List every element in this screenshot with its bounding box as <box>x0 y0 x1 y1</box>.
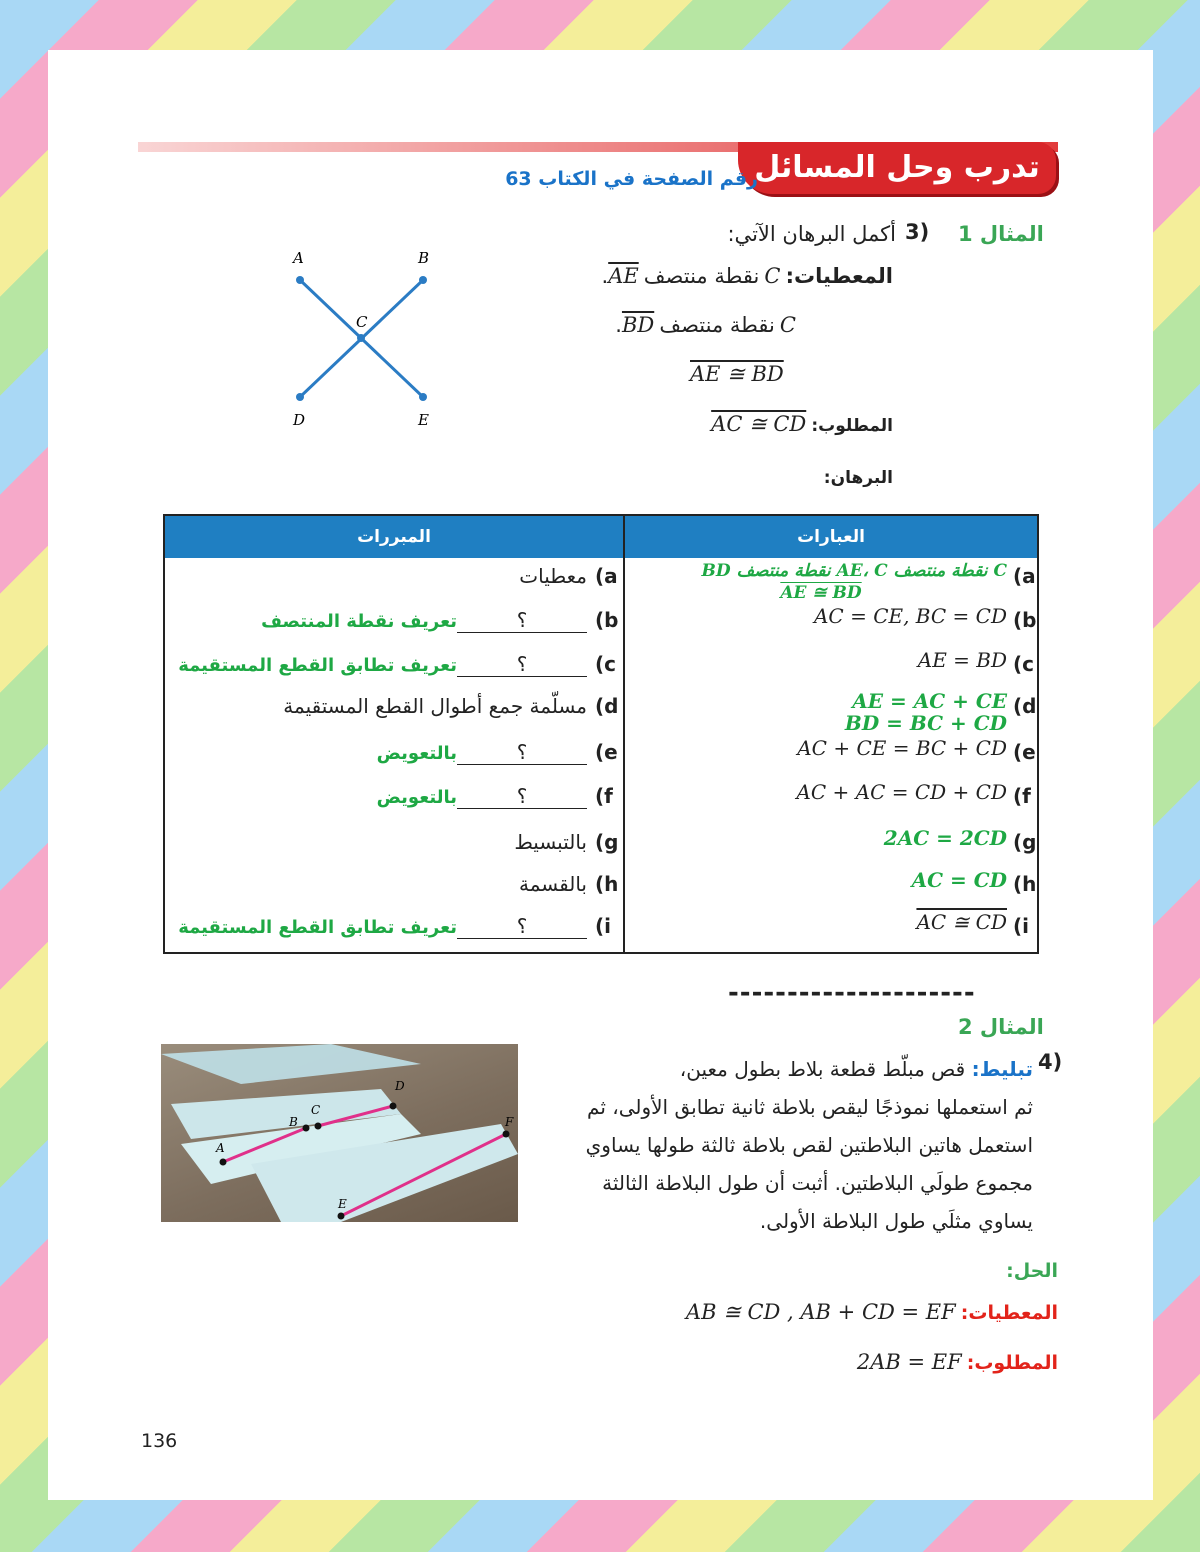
reason-row-label: (a <box>595 564 618 588</box>
given-line-3: AE ≅ BD <box>690 362 784 386</box>
reason-blank: ؟ <box>457 652 587 677</box>
example2-problem <box>538 1050 1033 1240</box>
reason-cell <box>175 740 587 765</box>
label-d: D <box>293 411 306 429</box>
given-line-2-text: نقطة منتصف <box>659 313 775 337</box>
solution-given <box>608 1300 1058 1324</box>
point-a <box>296 276 304 284</box>
statement-extra-text: AE ≅ BD <box>780 583 862 603</box>
section-banner <box>738 142 1056 194</box>
photo-label-c: C <box>311 1103 321 1117</box>
statement-text: AC = CE, BC = CD <box>813 604 1007 628</box>
point-e <box>419 393 427 401</box>
photo-label-d: D <box>395 1079 405 1093</box>
statement-row-label: (f <box>1013 784 1031 808</box>
photo-label-a: A <box>216 1141 225 1155</box>
photo-point-f <box>503 1131 510 1138</box>
solution-label: الحل: <box>1006 1260 1058 1282</box>
tile-back <box>161 1044 421 1084</box>
reason-row-label: (g <box>595 830 619 854</box>
statement-text: C نقطة منتصف AE، C نقطة منتصف BD <box>701 561 1007 581</box>
tiles-illustration <box>161 1044 518 1222</box>
photo-point-c <box>315 1123 322 1130</box>
statement-extra-text: BD = BC + CD <box>844 711 1007 735</box>
reason-cell <box>175 914 587 939</box>
statement-text: AC + CE = BC + CD <box>797 736 1007 760</box>
statement-text: AC + AC = CD + CD <box>796 780 1007 804</box>
given-line-1: المعطيات: C نقطة منتصف AE. <box>601 264 893 288</box>
reason-cell <box>175 694 587 718</box>
photo-point-e <box>338 1213 345 1220</box>
solution-given-statement: AB ≅ CD , AB + CD = EF <box>685 1300 956 1324</box>
label-b: B <box>418 249 430 267</box>
segment-bd: BD <box>621 313 655 337</box>
reason-row-label: (i <box>595 914 611 938</box>
problem-line-5: يساوي مثلَي طول البلاطة الأولى. <box>759 1209 1033 1233</box>
section-title: تدرب وحل المسائل <box>754 150 1040 185</box>
reasons-header: المبررات <box>357 527 431 547</box>
problem-text-1: قص مبلّط قطعة بلاط بطول معين، <box>679 1057 966 1081</box>
problem-line-3: استعمل هاتين البلاطتين لقص بلاطة ثالثة طولها يساوي <box>585 1133 1033 1157</box>
book-page-reference: رقم الصفحة في الكتاب 63 <box>505 168 758 190</box>
segment-ae: AE <box>608 264 639 288</box>
reason-row-label: (c <box>595 652 616 676</box>
example2-label: المثال 2 <box>958 1015 1044 1039</box>
problem-line-1 <box>538 1050 1033 1088</box>
point-b <box>419 276 427 284</box>
reason-blank: ؟ <box>457 914 587 939</box>
photo-label-f: F <box>505 1115 514 1129</box>
statement-cell <box>635 826 1007 850</box>
solution-required-label: المطلوب: <box>966 1352 1058 1374</box>
statement-row-label: (a <box>1013 564 1036 588</box>
statement-cell <box>635 648 1007 672</box>
solution-required <box>748 1350 1058 1374</box>
label-e: E <box>418 411 429 429</box>
statement-row-label: (g <box>1013 830 1037 854</box>
reason-answer: تعريف نقطة المنتصف <box>261 611 457 632</box>
statement-text: 2AC = 2CD <box>883 826 1007 850</box>
required-statement: AC ≅ CD <box>711 412 807 436</box>
statement-row-label: (e <box>1013 740 1036 764</box>
given-line-2: C نقطة منتصف BD. <box>615 313 796 337</box>
worksheet-page <box>48 50 1153 1500</box>
given-label: المعطيات: <box>785 264 893 288</box>
problem-line-4: مجموع طولَي البلاطتين. أثبت أن طول البلاطة الثالثة <box>602 1171 1033 1195</box>
reason-row-label: (b <box>595 608 619 632</box>
intersecting-segments-figure <box>273 245 453 430</box>
statement-row-label: (b <box>1013 608 1037 632</box>
statement-row-label: (i <box>1013 914 1029 938</box>
reason-answer: بالتعويض <box>376 787 457 808</box>
reason-blank: ؟ <box>457 740 587 765</box>
statements-header: العبارات <box>797 527 865 547</box>
photo-point-b <box>303 1125 310 1132</box>
reason-text: مسلّمة جمع أطوال القطع المستقيمة <box>283 694 587 718</box>
proof-table <box>163 514 1039 954</box>
reason-text: بالقسمة <box>519 872 587 896</box>
reason-row-label: (e <box>595 740 618 764</box>
example1-qnum: 3) <box>905 220 930 244</box>
reason-answer: بالتعويض <box>376 743 457 764</box>
reason-answer: تعريف تطابق القطع المستقيمة <box>178 655 457 676</box>
required-label: المطلوب: <box>811 416 893 436</box>
photo-point-d <box>390 1103 397 1110</box>
reason-cell <box>175 608 587 633</box>
proof-label: البرهان: <box>823 468 893 488</box>
point-d <box>296 393 304 401</box>
reason-cell <box>175 830 587 854</box>
column-divider <box>623 516 625 952</box>
photo-point-a <box>220 1159 227 1166</box>
tiles-photo <box>161 1044 518 1222</box>
section-separator: --------------------- <box>728 978 976 1008</box>
label-a: A <box>293 249 304 267</box>
reason-cell <box>175 872 587 896</box>
statement-cell <box>635 780 1007 804</box>
reason-text: بالتبسيط <box>514 830 587 854</box>
example1-label: المثال 1 <box>958 222 1044 246</box>
statement-text: AC ≅ CD <box>916 910 1007 934</box>
example2-qnum: 4) <box>1038 1050 1063 1074</box>
tiling-keyword: تبليط: <box>971 1057 1033 1081</box>
statement-row-label: (c <box>1013 652 1034 676</box>
given-point-c-2: C <box>779 313 796 337</box>
statement-cell <box>635 690 1007 734</box>
given-point-c: C <box>764 264 781 288</box>
reason-answer: تعريف تطابق القطع المستقيمة <box>178 917 457 938</box>
reason-blank: ؟ <box>457 608 587 633</box>
statement-row-label: (h <box>1013 872 1037 896</box>
statement-text: AE = BD <box>917 648 1007 672</box>
photo-label-e: E <box>338 1197 347 1211</box>
problem-line-2: ثم استعملها نموذجًا ليقص بلاطة ثانية تطابق الأولى، ثم <box>587 1095 1033 1119</box>
example1-prompt: أكمل البرهان الآتي: <box>727 222 896 246</box>
required-line <box>688 412 893 436</box>
statement-cell <box>635 604 1007 628</box>
solution-given-label: المعطيات: <box>960 1302 1058 1324</box>
point-c <box>357 334 365 342</box>
statement-cell <box>635 560 1007 604</box>
given-line-1-text: نقطة منتصف <box>643 264 760 288</box>
solution-required-statement: 2AB = EF <box>856 1350 962 1374</box>
reason-cell <box>175 784 587 809</box>
label-c: C <box>356 313 368 331</box>
statement-cell <box>635 868 1007 892</box>
page-number: 136 <box>141 1430 178 1452</box>
statement-row-label: (d <box>1013 694 1037 718</box>
statement-cell <box>635 910 1007 934</box>
reason-row-label: (d <box>595 694 619 718</box>
reason-row-label: (f <box>595 784 613 808</box>
reason-cell <box>175 564 587 588</box>
photo-label-b: B <box>289 1115 298 1129</box>
reason-row-label: (h <box>595 872 619 896</box>
reason-text: معطيات <box>519 564 587 588</box>
statement-cell <box>635 736 1007 760</box>
statement-text: AC = CD <box>911 868 1007 892</box>
reason-blank: ؟ <box>457 784 587 809</box>
statement-text: AE = AC + CE <box>852 689 1007 713</box>
reason-cell <box>175 652 587 677</box>
table-header <box>165 516 1037 558</box>
